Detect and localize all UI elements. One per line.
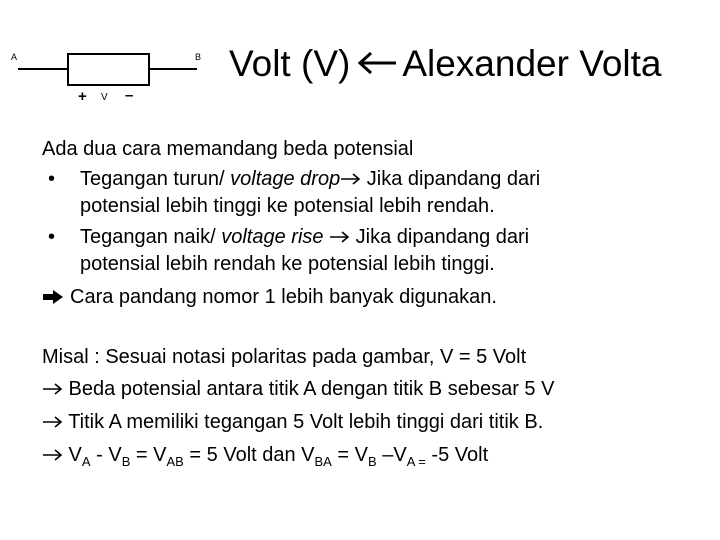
eq-subscript: B [368, 454, 377, 469]
label-a: A [11, 52, 18, 62]
eq-part: -5 Volt [425, 444, 489, 466]
conclusion-line [42, 285, 497, 310]
eq-part: = 5 Volt dan V [183, 444, 315, 466]
eq-subscript: AB [166, 454, 184, 469]
right-arrow-icon [42, 383, 63, 395]
bullet-2: • [48, 226, 56, 248]
slide-title [229, 38, 662, 90]
eq-part: = V [331, 444, 368, 466]
intro-line: Ada dua cara memandang beda potensial [42, 138, 414, 160]
bullet-2-line-2: potensial lebih rendah ke potensial lebih tinggi. [80, 253, 495, 275]
eq-subscript: A [81, 454, 91, 469]
item2-em: voltage rise [221, 226, 324, 248]
item1-text: Tegangan turun/ [80, 168, 231, 190]
section-example [42, 345, 712, 485]
minus-sign: – [125, 87, 134, 104]
resistor-diagram [0, 38, 215, 108]
equation-line [42, 443, 488, 470]
eq-part: = V [130, 444, 167, 466]
eq-part: –V [376, 444, 407, 466]
example-line-2-text: Beda potensial antara titik A dengan titik B sebesar 5 V [63, 378, 555, 400]
right-arrow-icon [340, 173, 361, 185]
bold-right-arrow-icon [42, 289, 64, 305]
bullet-1: • [48, 168, 56, 190]
item1-em: voltage drop [230, 168, 341, 190]
eq-subscript: BA [314, 454, 332, 469]
right-arrow-icon [329, 231, 350, 243]
example-line-1: Misal : Sesuai notasi polaritas pada gambar, V = 5 Volt [42, 346, 527, 368]
example-line-3 [42, 410, 543, 435]
section-ways [42, 137, 702, 317]
right-arrow-icon [42, 416, 63, 428]
label-b: B [195, 52, 202, 62]
item2-text: Tegangan naik/ [80, 226, 222, 248]
right-arrow-icon [42, 449, 63, 461]
eq-subscript: A = [406, 454, 426, 469]
item2-text-b: Jika dipandang dari [350, 226, 530, 248]
eq-part: - V [90, 444, 122, 466]
left-arrow-icon [356, 50, 398, 76]
example-line-3-text: Titik A memiliki tegangan 5 Volt lebih tinggi dari titik B. [63, 411, 544, 433]
item1-text-b: Jika dipandang dari [361, 168, 541, 190]
plus-sign: + [78, 88, 87, 105]
bullet-1-line-1 [80, 167, 540, 192]
v-label: V [101, 92, 108, 103]
conclusion-text: Cara pandang nomor 1 lebih banyak digunakan. [70, 286, 497, 308]
bullet-2-line-1 [80, 225, 529, 250]
eq-subscript: B [121, 454, 131, 469]
resistor-body [68, 54, 149, 85]
example-line-2 [42, 377, 554, 402]
title-left: Volt (V) [229, 43, 351, 84]
eq-part: V [63, 444, 82, 466]
title-right: Alexander Volta [402, 43, 662, 84]
bullet-1-line-2: potensial lebih tinggi ke potensial lebih rendah. [80, 195, 495, 217]
